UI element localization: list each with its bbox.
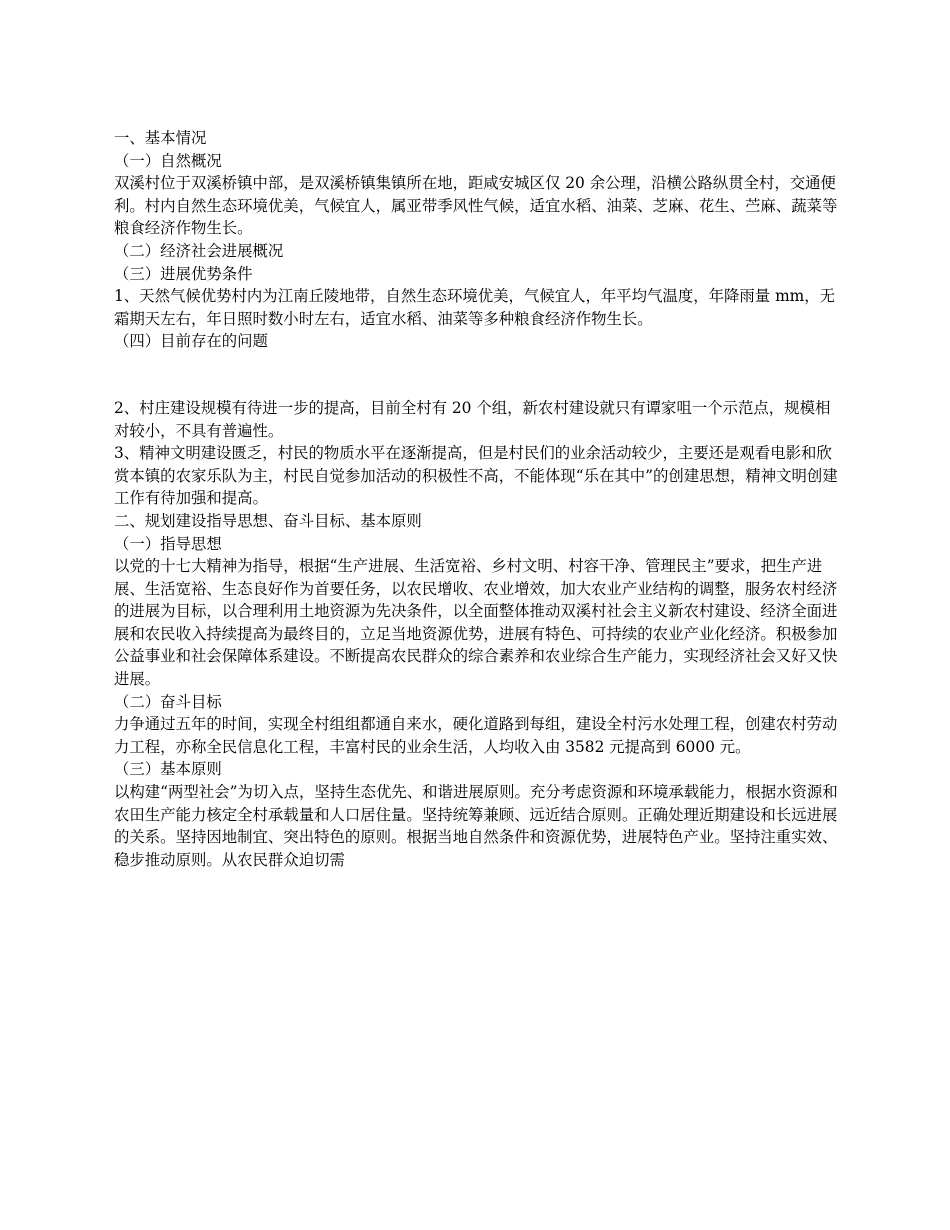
subsection-heading: （二）奋斗目标	[114, 692, 222, 711]
section-heading: 二、规划建设指导思想、奋斗目标、基本原则	[114, 511, 422, 530]
section-heading: 一、基本情况	[114, 129, 207, 147]
subsection-heading: （四）目前存在的问题	[114, 332, 268, 351]
paragraph: 1、天然气候优势村内为江南丘陵地带，自然生态环境优美，气候宜人，年平均气温度，年降雨量 mm，无霜期天左右，年日照时数小时左右，适宜水稻、油菜等多种粮食经济作物生长。	[114, 287, 836, 328]
blank-gap	[114, 353, 842, 397]
paragraph: 双溪村位于双溪桥镇中部，是双溪桥镇集镇所在地，距咸安城区仅 20 余公理，沿横公路纵贯全村，交通便利。村内自然生态环境优美，气候宜人，属亚带季风性气候，适宜水稻、油菜、芝麻、花生、苎麻、蔬菜等粮食经济作物生长。	[114, 174, 838, 238]
paragraph: 以党的十七大精神为指导，根据“生产进展、生活宽裕、乡村文明、村容干净、管理民主”要求，把生产进展、生活宽裕、生态良好作为首要任务，以农民增收、农业增效，加大农业产业结构的调整，服务农村经济的进展为目标，以合理利用土地资源为先决条件，以全面整体推动双溪村社会主义新农村建设、经济全面进展和农民收入持续提高为最终目的，立足当地资源优势，进展有特色、可持续的农业产业化经济。积极参加公益事业和社会保障体系建设。不断提高农民群众的综合素养和农业综合生产能力，实现经济社会又好又快进展。	[114, 557, 838, 689]
subsection-heading: （三）进展优势条件	[114, 264, 253, 283]
paragraph: 以构建“两型社会”为切入点，坚持生态优先、和谐进展原则。充分考虑资源和环境承载能力，根据水资源和农田生产能力核定全村承载量和人口居住量。坚持统筹兼顾、远近结合原则。正确处理近期建设和长远进展的关系。坚持因地制宜、突出特色的原则。根据当地自然条件和资源优势，进展特色产业。坚持注重实效、稳步推动原则。从农民群众迫切需	[114, 783, 838, 869]
paragraph: 3、精神文明建设匮乏，村民的物质水平在逐渐提高，但是村民们的业余活动较少，主要还是观看电影和欣赏本镇的农家乐队为主，村民自觉参加活动的积极性不高，不能体现“乐在其中”的创建思想，精神文明创建工作有待加强和提高。	[114, 444, 838, 508]
subsection-heading: （一）指导思想	[114, 534, 222, 553]
subsection-heading: （三）基本原则	[114, 760, 222, 779]
document-body	[114, 127, 842, 871]
subsection-heading: （一）自然概况	[114, 151, 222, 170]
paragraph: 2、村庄建设规模有待进一步的提高，目前全村有 20 个组，新农村建设就只有谭家咀一个示范点，规模相对较小，不具有普遍性。	[114, 398, 831, 440]
paragraph: 力争通过五年的时间，实现全村组组都通自来水，硬化道路到每组，建设全村污水处理工程，创建农村劳动力工程，亦称全民信息化工程，丰富村民的业余生活，人均收入由 3582 元提高到 6000 元。	[114, 715, 838, 756]
subsection-heading: （二）经济社会进展概况	[114, 241, 284, 260]
